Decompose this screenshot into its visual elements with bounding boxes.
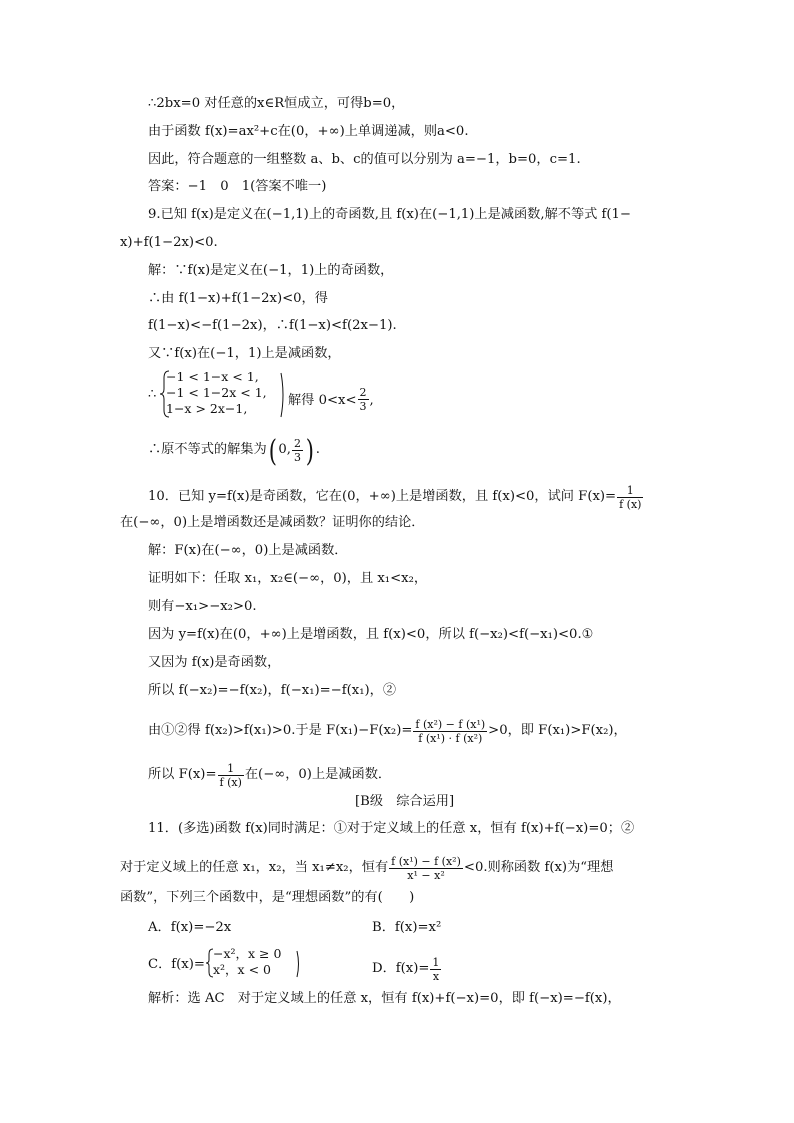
fraction-denominator: x¹ − x²: [389, 868, 463, 882]
fraction: [292, 437, 303, 464]
fraction-numerator: 1: [227, 762, 235, 775]
solution-line: f(1−x)<−f(1−2x)，∴f(1−x)<f(2x−1).: [148, 318, 397, 333]
result-end: ,: [369, 393, 374, 408]
conclusion-text: 所以 F(x)=: [148, 767, 217, 782]
solution-line: ∴由 f(1−x)+f(1−2x)<0，得: [148, 291, 328, 306]
proof-line: 因为 y=f(x)在(0，+∞)上是增函数，且 f(x)<0，所以 f(−x₂)<f(−x₁)<0.①: [148, 627, 594, 642]
proof-text: 由①②得 f(x₂)>f(x₁)>0.于是 F(x₁)−F(x₂)=: [148, 723, 413, 738]
fraction-numerator: f (x²) − f (x¹): [415, 718, 486, 731]
problem-11-question: 函数”，下列三个函数中，是“理想函数”的有( ): [120, 890, 415, 905]
piecewise-case-1: −x²，x ≥ 0: [213, 946, 282, 961]
fraction: [358, 386, 369, 413]
fraction-numerator: 1: [626, 484, 634, 497]
problem-11-statement-cont: [120, 855, 613, 882]
fraction: [389, 855, 463, 882]
problem-10-statement: [148, 484, 644, 511]
inequality-3: 1−x > 2x−1,: [166, 401, 248, 416]
fraction-denominator: f (x): [619, 498, 642, 511]
proof-text-end: >0，即 F(x₁)>F(x₂)，: [488, 723, 627, 738]
option-b: B．f(x)=x²: [372, 920, 442, 935]
proof-line: 所以 f(−x₂)=−f(x₂)，f(−x₁)=−f(x₁)，②: [148, 683, 397, 698]
proof-line: 又因为 f(x)是奇函数，: [148, 655, 281, 670]
right-paren-icon: [280, 372, 286, 418]
option-c-label: C．f(x)=: [148, 957, 205, 972]
section-heading: [B级 综合运用]: [355, 794, 455, 809]
conclusion-line: [148, 762, 391, 789]
fraction-numerator: 1: [432, 956, 440, 969]
solution-line: 解：∵f(x)是定义在(−1，1)上的奇函数，: [148, 263, 394, 278]
solution-set-label: ∴原不等式的解集为: [148, 442, 267, 457]
solution-set-end: .: [315, 442, 320, 457]
fraction: [617, 484, 643, 511]
problem-11-text: 对于定义域上的任意 x₁，x₂，当 x₁≠x₂，恒有: [120, 860, 389, 875]
inequality-1: −1 < 1−x < 1,: [166, 369, 259, 384]
solution-line: 又∵f(x)在(−1，1)上是减函数，: [148, 346, 341, 361]
fraction-denominator: 3: [294, 451, 301, 464]
option-a: A．f(x)=−2x: [148, 920, 232, 935]
fraction-denominator: f (x¹) · f (x²): [413, 731, 487, 745]
interval-start: 0,: [278, 442, 291, 457]
fraction-denominator: x: [430, 969, 441, 983]
fraction-denominator: 3: [359, 400, 367, 413]
solution-line: 解：F(x)在(−∞，0)上是减函数．: [148, 543, 348, 558]
result-text: 解得 0<x<: [288, 393, 357, 408]
fraction-numerator: f (x¹) − f (x²): [391, 855, 461, 868]
problem-9-statement-cont: x)+f(1−2x)<0.: [120, 235, 218, 250]
fraction-numerator: 2: [294, 437, 301, 450]
text-line: 因此，符合题意的一组整数 a、b、c的值可以分别为 a=−1，b=0，c=1.: [148, 152, 581, 167]
right-paren-icon: ): [305, 434, 314, 469]
problem-10-statement-cont: 在(−∞，0)上是增函数还是减函数？证明你的结论．: [120, 515, 425, 530]
problem-9-statement: 9.已知 f(x)是定义在(−1,1)上的奇函数,且 f(x)在(−1,1)上是减函数,解不等式 f(1−: [148, 207, 631, 222]
option-d: [372, 956, 442, 983]
proof-line: 证明如下：任取 x₁，x₂∈(−∞，0)，且 x₁<x₂，: [148, 571, 428, 586]
problem-11-text-end: <0.则称函数 f(x)为“理想: [463, 860, 614, 875]
text-line: 由于函数 f(x)=ax²+c在(0，+∞)上单调递减，则a<0.: [148, 124, 469, 139]
proof-line: 则有−x₁>−x₂>0.: [148, 599, 257, 614]
fraction-denominator: f (x): [219, 776, 242, 789]
answer-line: 答案：−1 0 1(答案不唯一): [148, 179, 327, 194]
option-d-label: D．f(x)=: [372, 961, 430, 976]
conclusion-text-end: 在(−∞，0)上是减函数．: [244, 767, 392, 782]
inequality-2: −1 < 1−2x < 1,: [166, 385, 267, 400]
solution-result: [288, 386, 374, 413]
piecewise-case-2: x²，x < 0: [213, 962, 271, 977]
right-paren-icon: [296, 950, 301, 978]
solution-set-line: [148, 434, 320, 469]
fraction: [413, 718, 487, 745]
left-paren-icon: (: [268, 434, 277, 469]
therefore-symbol: ∴: [148, 387, 157, 402]
analysis-line: 解析：选 AC 对于定义域上的任意 x，恒有 f(x)+f(−x)=0，即 f(−x)=−f(x)，: [148, 991, 621, 1006]
fraction: [430, 956, 441, 983]
fraction-numerator: 2: [359, 386, 367, 399]
fraction: [218, 762, 244, 789]
problem-10-text: 10．已知 y=f(x)是奇函数，它在(0，+∞)上是增函数，且 f(x)<0，试问 F(x)=: [148, 489, 617, 504]
problem-11-statement: 11．(多选)函数 f(x)同时满足：①对于定义域上的任意 x，恒有 f(x)+f(−x)=0；②: [148, 821, 635, 836]
proof-line-fraction: [148, 718, 627, 745]
text-line: ∴2bx=0 对任意的x∈R恒成立，可得b=0，: [148, 96, 405, 111]
